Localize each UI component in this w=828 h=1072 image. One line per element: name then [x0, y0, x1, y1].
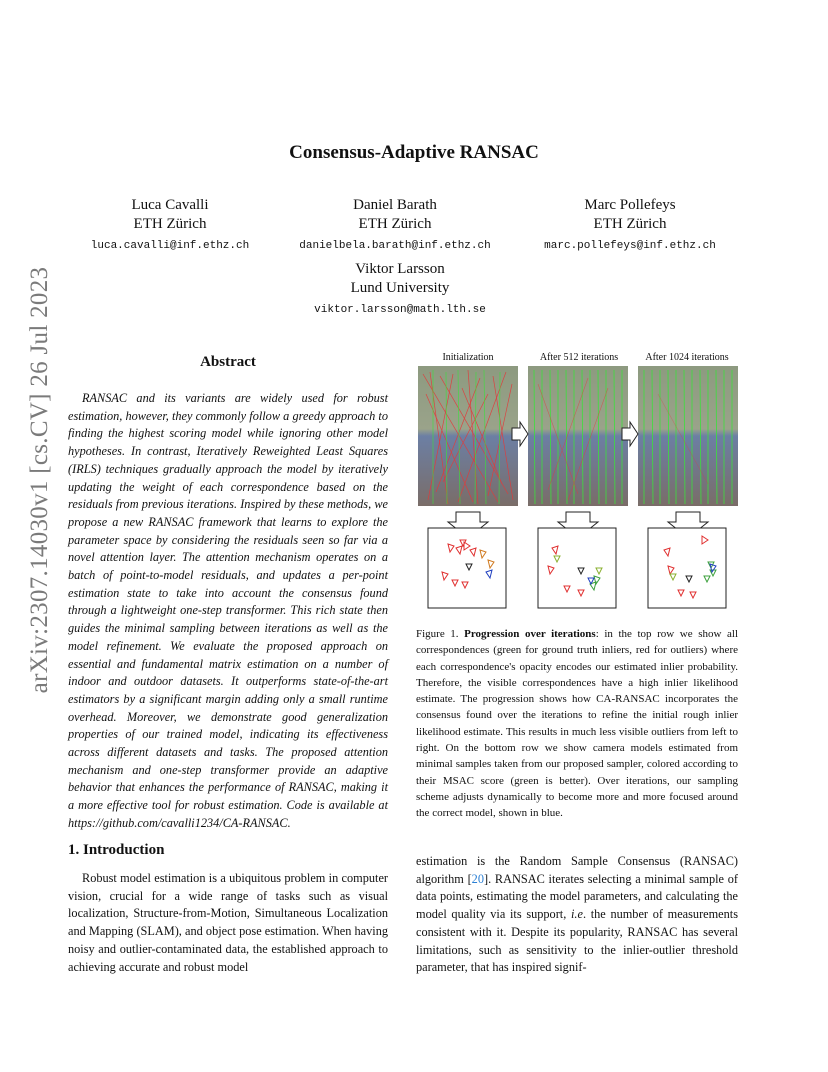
- author-email[interactable]: danielbela.barath@inf.ethz.ch: [299, 240, 491, 252]
- introduction-text: Robust model estimation is a ubiquitous problem in computer vision, crucial for a wide range of tasks such as visual localization, Structure-from-Motion, Simultaneous Localization and Mapping (SLAM), and object pose estimation. When having noisy and outlier-contaminated data, the established approach to achieving accurate and robust model: [68, 871, 388, 974]
- text-span: i.e: [571, 907, 583, 922]
- author-affiliation: ETH Zürich: [133, 216, 207, 232]
- author-name: Daniel Barath: [353, 197, 437, 213]
- image-panel-512: [528, 366, 628, 506]
- abstract-body: [68, 390, 388, 833]
- panel-label: Initialization: [442, 352, 494, 363]
- author-email[interactable]: marc.pollefeys@inf.ethz.ch: [544, 240, 716, 252]
- author-email[interactable]: viktor.larsson@math.lth.se: [314, 304, 486, 316]
- figure-1: [418, 352, 738, 612]
- caption-text: : in the top row we show all correspondences (green for ground truth inliers, red for outliers) where each correspondence's opacity encodes our estimated inlier probability. Therefore, the visible correspondences have a high inlier likelihood estimate. The progression shows how CA-RANSAC incorporates the consensus found over the iterations to refine the initial rough inlier likelihood estimate. This results in much less visible outliers from left to right. On the bottom row we show camera models estimated from minimal samples taken from our proposed sampler, colored according to their MSAC score (green is better). Over iterations, our sampling scheme adjusts dynamically to become more and more focused around the correct model, shown in blue.: [416, 628, 739, 820]
- image-panel-1024: [638, 366, 738, 506]
- panel-label: After 512 iterations: [539, 352, 619, 363]
- text-span: . the number of measurements consistent with it. Despite its popularity, RANSAC has several limitations, such as sensitivity to the inlier-outlier threshold parameter, that has inspired signif-: [416, 907, 738, 975]
- paper-title: Consensus-Adaptive RANSAC: [289, 142, 539, 163]
- author-block: [520, 196, 740, 256]
- figure-caption: [416, 626, 738, 822]
- right-column-text: [416, 853, 738, 977]
- author-name: Viktor Larsson: [355, 261, 445, 277]
- right-column-paragraph: [416, 853, 738, 977]
- author-affiliation: ETH Zürich: [358, 216, 432, 232]
- image-panel-initialization: [418, 366, 518, 506]
- author-name: Marc Pollefeys: [584, 197, 676, 213]
- caption-paragraph: [416, 626, 738, 822]
- citation-link[interactable]: 20: [471, 871, 484, 886]
- camera-models-panel: [428, 528, 506, 608]
- abstract-text: RANSAC and its variants are widely used for robust estimation, however, they commonly follow a greedy approach to finding the highest scoring model while ignoring other model hypotheses. In contrast, Iteratively Reweighted Least Squares (IRLS) techniques gradually approach the model by iteratively updating the weight of each correspondence based on the residuals from previous iterations. Inspired by these methods, we propose a new RANSAC framework that learns to explore the parameter space by considering the residuals seen so far via a novel attention layer. The attention mechanism operates on a batch of point-to-model residuals, and updates a per-point estimation state to take into account the consensus found through a lightweight one-step transformer. This rich state then guides the minimal sampling between iterations as well as the model refinement. We evaluate the proposed approach on essential and fundamental matrix estimation on a number of indoor and outdoor datasets. It outperforms state-of-the-art estimators by a significant margin adding only a small runtime overhead. Moreover, we demonstrate good generalization properties of our trained model, indicating its effectiveness across different datasets and tasks. The proposed attention mechanism and one-step transformer provide an adaptive behavior that enhances the performance of RANSAC, making it a more effective tool for robust estimation. Code is available at https://github.com/cavalli1234/CA-RANSAC.: [68, 391, 388, 830]
- author-block: [290, 260, 510, 320]
- text-span: estimation is the Random Sample Consensus (RANSAC) algorithm [: [416, 854, 738, 886]
- author-block: [280, 196, 510, 256]
- introduction-body: [68, 870, 388, 976]
- camera-models-panel: [538, 528, 616, 608]
- author-block: [60, 196, 280, 256]
- abstract-heading: Abstract: [200, 354, 256, 370]
- author-affiliation: ETH Zürich: [593, 216, 667, 232]
- caption-label: Figure 1.: [416, 628, 459, 640]
- panel-label: After 1024 iterations: [645, 352, 729, 363]
- text-span: ]. RANSAC iterates selecting a minimal sample of data points, estimating the model parameters, and calculating the model quality via its support,: [416, 871, 738, 922]
- figure-graphic: [418, 364, 738, 610]
- author-affiliation: Lund University: [350, 280, 450, 296]
- arxiv-identifier: arXiv:2307.14030v1 [cs.CV] 26 Jul 2023: [26, 266, 53, 694]
- author-name: Luca Cavalli: [131, 197, 209, 213]
- caption-bold: Progression over iterations: [464, 628, 596, 640]
- author-email[interactable]: luca.cavalli@inf.ethz.ch: [90, 240, 250, 252]
- introduction-heading: 1. Introduction: [68, 842, 165, 858]
